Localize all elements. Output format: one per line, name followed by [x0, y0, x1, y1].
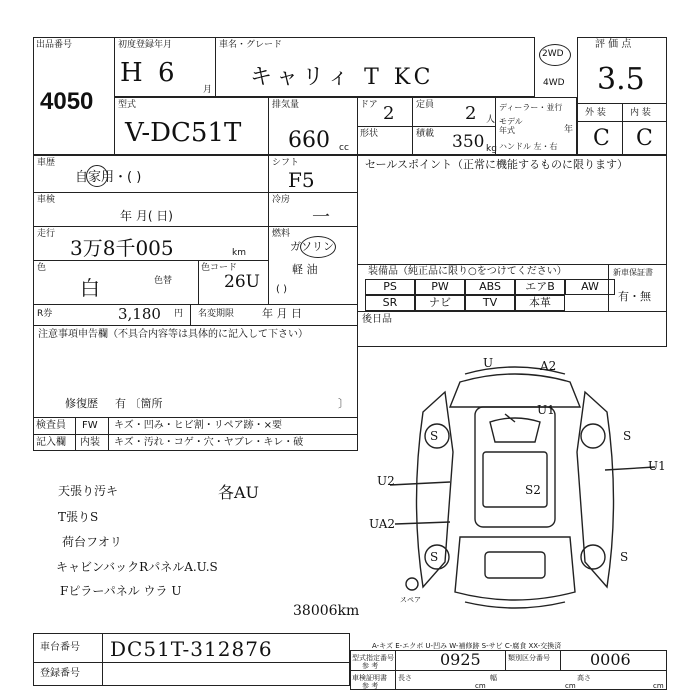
cert-label: 車検証明書	[352, 674, 387, 682]
mark-s-rr: S	[620, 550, 629, 564]
handle-label: ハンドル 左・右	[499, 142, 558, 151]
length-unit: cm	[475, 682, 486, 690]
equipment-item: TV	[465, 295, 515, 311]
width-label: 幅	[490, 674, 497, 682]
capacity-value: 2	[465, 103, 477, 124]
spare-label: スペア	[400, 596, 421, 604]
diagram-body	[475, 407, 555, 527]
inspection-label: 車検	[37, 195, 56, 205]
load-value: 350	[452, 132, 485, 152]
handwritten-line: 天張り汚キ	[58, 484, 119, 498]
car-diagram	[365, 352, 667, 624]
width-unit: cm	[565, 682, 576, 690]
color-label: 色	[37, 263, 47, 273]
sales-point-box	[357, 155, 667, 265]
handwritten-line: 荷台フオリ	[62, 535, 122, 549]
chassis-label: 車台番号	[40, 642, 80, 653]
entry-label: 記入欄	[36, 437, 66, 448]
mark-u: U	[483, 356, 494, 370]
handwritten-right: 各AU	[218, 483, 260, 502]
fuel-alt: 軽 油	[292, 263, 318, 276]
name-grade-label: 車名・グレード	[219, 40, 283, 50]
name-change-label: 名変期限	[198, 309, 235, 319]
name-grade-value: キャリィ T KC	[250, 65, 435, 90]
shift-label: シフト	[272, 158, 300, 168]
lot-label: 出品番号	[36, 40, 73, 50]
model-year-unit: 年	[564, 125, 574, 135]
eval-score: 3.5	[597, 62, 645, 97]
displacement-value: 660	[288, 128, 330, 153]
equipment-item: PS	[365, 279, 415, 295]
history-circle	[86, 165, 108, 187]
equipment-item: SR	[365, 295, 415, 311]
diagram-right-side	[577, 392, 614, 587]
post-install-box	[357, 311, 667, 347]
mark-s-fr: S	[623, 429, 632, 443]
displacement-unit: cc	[339, 143, 349, 153]
diagram-spare	[406, 578, 418, 590]
drive-4wd: 4WD	[543, 78, 565, 88]
int-text: キズ・汚れ・コゲ・穴・ヤブレ・キレ・破	[114, 437, 304, 448]
load-label: 積載	[416, 129, 435, 139]
first-reg-year: 6	[158, 58, 175, 88]
class-value: 0006	[590, 650, 631, 669]
handwritten-line: Fピラーパネル ウラ U	[60, 584, 182, 598]
mark-s-rl: S	[430, 550, 439, 564]
model-label: 型式	[118, 100, 137, 110]
mileage-note: 38006km	[293, 603, 360, 619]
mark-a2: A2	[540, 359, 557, 373]
ac-label: 冷房	[272, 195, 291, 205]
drive-2wd: 2WD	[542, 49, 564, 59]
history-value: 自家用・( )	[75, 170, 142, 185]
equipment-label: 装備品（純正品に限り○をつけてください）	[368, 266, 567, 277]
legend: A-キズ E-エクボ U-凹み W-補修跡 S-サビ C-腐食 XX-交換済	[372, 642, 562, 650]
mileage-value: 3万8千005	[70, 236, 174, 260]
chassis-value: DC51T-312876	[110, 637, 273, 661]
mark-ua2: UA2	[369, 517, 396, 531]
handwritten-line: T張りS	[58, 510, 99, 524]
equipment-item: AW	[565, 279, 615, 295]
mark-s-fl: S	[430, 429, 439, 443]
reg-box	[33, 662, 350, 686]
diagram-bed	[483, 452, 547, 507]
repair-value: 有 〔箇所	[115, 397, 163, 410]
fuel-circle	[300, 236, 336, 258]
warranty-label: 新車保証書	[613, 268, 653, 277]
mark-u1-right: U1	[648, 459, 666, 473]
diagram-rear	[455, 537, 575, 600]
type-label: 型式指定番号	[352, 654, 394, 662]
eval-label: 評 価 点	[595, 39, 632, 50]
capacity-unit: 人	[486, 115, 496, 125]
reg-label: 登録番号	[40, 668, 80, 679]
sales-point-label: セールスポイント（正常に機能するものに限ります）	[365, 158, 629, 171]
length-label: 長さ	[398, 674, 412, 682]
equipment-item: ABS	[465, 279, 515, 295]
class-label: 類別区分番号	[508, 654, 550, 662]
mileage-unit: km	[232, 248, 246, 258]
recycle-row	[33, 304, 358, 326]
dealer-label: ディーラー・並行	[499, 103, 563, 112]
model-value: V-DC51T	[125, 118, 242, 148]
recycle-label: R券	[37, 309, 53, 319]
check-label: 検査員	[36, 420, 66, 431]
diagram-rear-bumper	[465, 602, 565, 608]
mileage-label: 走行	[37, 229, 56, 239]
fuel-label: 燃料	[272, 229, 291, 239]
model-year-label: モデル年式	[499, 117, 523, 135]
mark-u2: U2	[377, 474, 395, 488]
shape-label: 形状	[360, 129, 379, 139]
shift-value: F5	[288, 168, 315, 192]
height-label: 高さ	[577, 674, 591, 682]
ref-label-2: 参 考	[362, 682, 379, 690]
displacement-label: 排気量	[272, 100, 300, 110]
repair-label: 修復歴	[65, 397, 98, 410]
interior-grade: C	[636, 126, 653, 151]
color-code-label: 色コード	[201, 263, 238, 273]
fw-label: FW	[82, 420, 98, 431]
diagram-front-roof	[450, 374, 580, 407]
height-unit: cm	[653, 682, 664, 690]
history-label: 車歴	[37, 158, 56, 168]
load-unit: kg	[486, 144, 497, 154]
handwritten-line: キャビンバックRパネルA.U.S	[56, 560, 218, 574]
exterior-grade: C	[593, 126, 610, 151]
equipment-item: エアB	[515, 279, 565, 295]
interior-label: 内 装	[630, 108, 651, 118]
first-reg-label: 初度登録年月	[118, 40, 173, 50]
fuel-value: ガソリン	[290, 240, 334, 253]
color-code-value: 26U	[224, 272, 260, 292]
post-install-label: 後日品	[362, 314, 392, 325]
doors-value: 2	[383, 103, 395, 124]
mark-u1-top: U1	[537, 403, 555, 417]
lot-number: 4050	[40, 88, 94, 115]
inspection-value: 年 月( 日)	[120, 209, 173, 223]
doors-label: ドア	[360, 100, 378, 110]
name-change-value: 年 月 日	[262, 307, 302, 320]
declare-label: 注意事項申告欄（不具合内容等は具体的に記入して下さい）	[38, 329, 308, 340]
color-value: 白	[80, 276, 100, 300]
diagram-wheel-fr	[581, 424, 605, 448]
first-reg-month: 月	[203, 85, 213, 95]
ref-label-1: 参 考	[362, 662, 379, 670]
diagram-tail	[485, 552, 545, 578]
ac-value: 一	[312, 207, 330, 228]
recycle-value: 3,180	[118, 305, 161, 323]
mark-s2: S2	[525, 483, 541, 497]
color-change-label: 色替	[154, 276, 173, 286]
equipment-item: PW	[415, 279, 465, 295]
equipment-item: ナビ	[415, 295, 465, 311]
capacity-label: 定員	[416, 100, 435, 110]
equipment-item: 本革	[515, 295, 565, 311]
recycle-unit: 円	[174, 309, 184, 319]
repair-close: 〕	[338, 397, 349, 410]
first-reg-era: H	[120, 58, 143, 88]
warranty-value: 有・無	[618, 290, 651, 303]
exterior-label: 外 装	[585, 108, 606, 118]
type-value: 0925	[440, 650, 481, 669]
fw-text: キズ・凹み・ヒビ割・リペア跡・×要	[114, 420, 282, 431]
fuel-blank: ( )	[276, 284, 287, 295]
int-label: 内装	[80, 437, 100, 448]
